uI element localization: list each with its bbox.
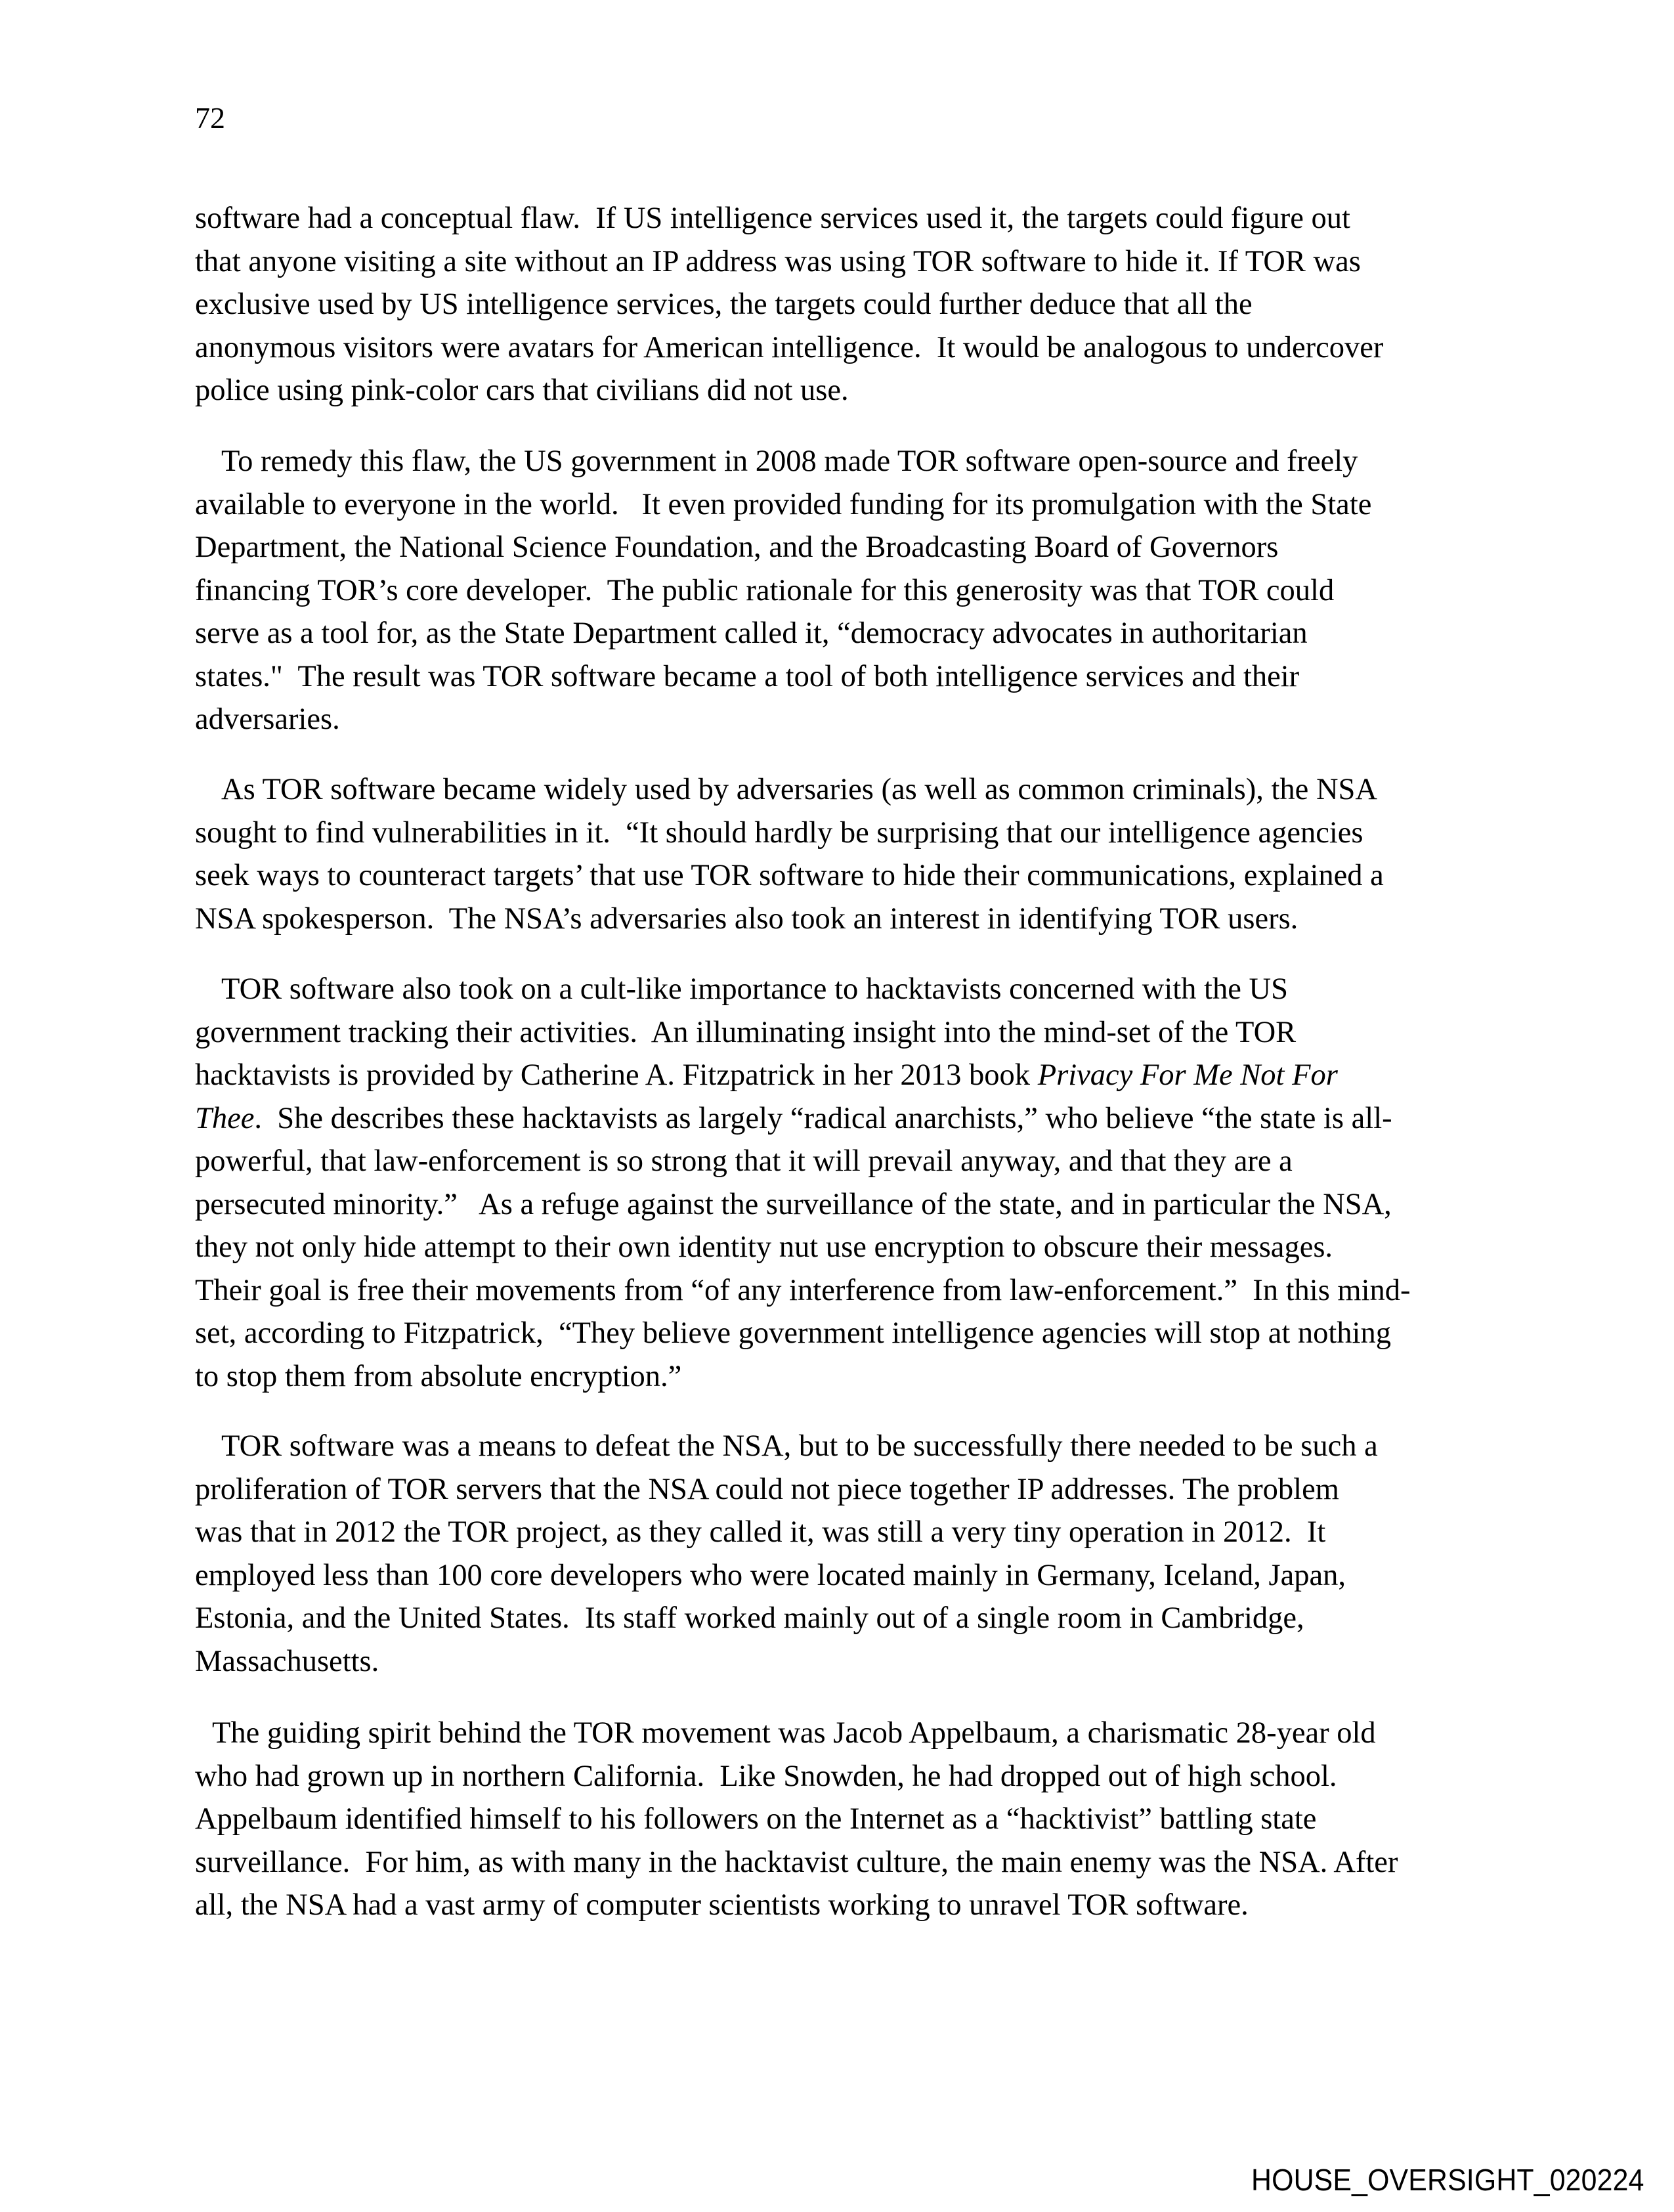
text-line: As TOR software became widely used by adversaries (as well as common criminals), the NSA: [221, 773, 1377, 806]
text-line: that anyone visiting a site without an IP address was using TOR software to hide it. If TOR was: [195, 244, 1361, 278]
text-line: Department, the National Science Foundation, and the Broadcasting Board of Governors: [195, 531, 1279, 564]
text-line: they not only hide attempt to their own identity nut use encryption to obscure their messages.: [195, 1230, 1333, 1264]
text-line: adversaries.: [195, 703, 340, 736]
text-line: anonymous visitors were avatars for American intelligence. It would be analogous to undercover: [195, 330, 1384, 364]
text-line: Their goal is free their movements from “of any interference from law-enforcement.” In this mind-: [195, 1273, 1411, 1307]
paragraph-4: [195, 968, 1482, 1398]
text-line: was that in 2012 the TOR project, as they called it, was still a very tiny operation in 2012. It: [195, 1515, 1326, 1549]
text-line: The guiding spirit behind the TOR movement was Jacob Appelbaum, a charismatic 28-year old: [212, 1716, 1376, 1750]
paragraph-3: [195, 768, 1482, 940]
text-line: seek ways to counteract targets’ that use TOR software to hide their communications, explained a: [195, 859, 1384, 892]
text-line: To remedy this flaw, the US government in 2008 made TOR software open-source and freely: [221, 445, 1358, 478]
paragraph-6: [195, 1712, 1482, 1927]
text-line: Estonia, and the United States. Its staff worked mainly out of a single room in Cambridge,: [195, 1601, 1304, 1635]
text-line: surveillance. For him, as with many in the hacktavist culture, the main enemy was the NSA. After: [195, 1845, 1398, 1879]
text-line: [195, 1054, 1482, 1097]
bates-number: HOUSE_OVERSIGHT_020224: [1251, 2163, 1644, 2197]
text-line: TOR software was a means to defeat the NSA, but to be successfully there needed to be such a: [221, 1429, 1378, 1463]
text-line: Appelbaum identified himself to his followers on the Internet as a “hacktivist” battling state: [195, 1802, 1317, 1836]
text-line: sought to find vulnerabilities in it. “It should hardly be surprising that our intelligence agencies: [195, 815, 1363, 850]
book-title: Privacy For Me Not For: [1037, 1058, 1338, 1092]
text-line: software had a conceptual flaw. If US intelligence services used it, the targets could figure out: [195, 202, 1350, 235]
text-line: NSA spokesperson. The NSA’s adversaries also took an interest in identifying TOR users.: [195, 901, 1298, 936]
text-line: police using pink-color cars that civilians did not use.: [195, 374, 849, 407]
text-line: TOR software also took on a cult-like importance to hacktavists concerned with the US: [221, 972, 1288, 1006]
text-segment: hacktavists is provided by Catherine A. Fitzpatrick in her 2013 book: [195, 1058, 1038, 1092]
text-line: employed less than 100 core developers who were located mainly in Germany, Iceland, Japan,: [195, 1558, 1346, 1592]
text-line: financing TOR’s core developer. The public rationale for this generosity was that TOR could: [195, 573, 1335, 607]
text-line: states." The result was TOR software became a tool of both intelligence services and their: [195, 659, 1300, 693]
text-line: Massachusetts.: [195, 1644, 379, 1678]
text-line: persecuted minority.” As a refuge against the surveillance of the state, and in particular the NSA,: [195, 1187, 1392, 1221]
paragraph-2: [195, 440, 1482, 741]
text-line: who had grown up in northern California. Like Snowden, he had dropped out of high school.: [195, 1759, 1337, 1793]
text-line: government tracking their activities. An illuminating insight into the mind-set of the TOR: [195, 1015, 1297, 1049]
paragraph-1: [195, 197, 1482, 412]
text-line: to stop them from absolute encryption.”: [195, 1359, 682, 1393]
text-line: exclusive used by US intelligence services, the targets could further deduce that all the: [195, 288, 1253, 321]
text-line: set, according to Fitzpatrick, “They believe government intelligence agencies will stop at nothing: [195, 1316, 1391, 1350]
page-number: 72: [195, 101, 225, 135]
book-title-continued: Thee: [195, 1101, 255, 1135]
text-line: proliferation of TOR servers that the NSA could not piece together IP addresses. The problem: [195, 1472, 1339, 1506]
text-line: powerful, that law-enforcement is so strong that it will prevail anyway, and that they are a: [195, 1144, 1293, 1178]
text-segment: . She describes these hacktavists as largely “radical anarchists,” who believe “the state is all-: [254, 1101, 1392, 1135]
text-line: serve as a tool for, as the State Department called it, “democracy advocates in authoritarian: [195, 617, 1308, 650]
text-line: [195, 1097, 1482, 1140]
text-line: all, the NSA had a vast army of computer scientists working to unravel TOR software.: [195, 1888, 1249, 1922]
paragraph-5: [195, 1425, 1482, 1683]
text-line: available to everyone in the world. It even provided funding for its promulgation with the State: [195, 487, 1372, 521]
